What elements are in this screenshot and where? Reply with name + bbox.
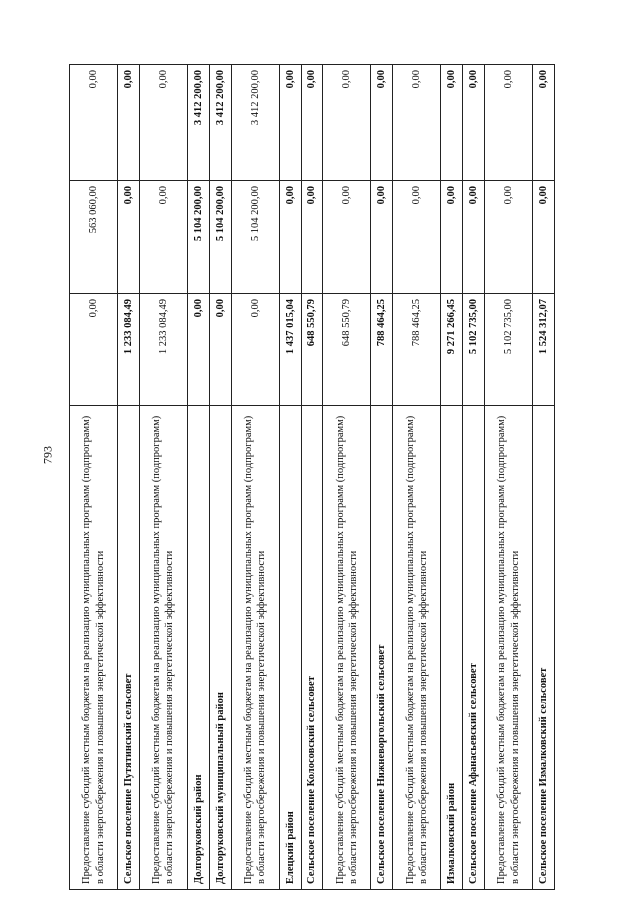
table-row bbox=[393, 65, 441, 890]
row-value-1: 648 550,79 bbox=[301, 294, 323, 406]
row-value-2: 0,00 bbox=[279, 181, 301, 294]
row-value-1: 1 233 084,49 bbox=[118, 294, 140, 406]
row-value-3: 3 412 200,00 bbox=[187, 65, 209, 181]
row-value-2: 0,00 bbox=[118, 181, 140, 294]
row-value-1: 648 550,79 bbox=[323, 294, 371, 406]
row-value-2: 0,00 bbox=[139, 181, 187, 294]
row-value-1: 5 102 735,00 bbox=[463, 294, 485, 406]
row-value-2: 0,00 bbox=[463, 181, 485, 294]
table-row bbox=[441, 65, 463, 890]
row-value-2: 0,00 bbox=[393, 181, 441, 294]
row-value-3: 0,00 bbox=[323, 65, 371, 181]
row-name-cell: Предоставление субсидий местным бюджетам на реализацию муниципальных программ (подпрограмм) в области энергосбережения и повышения энергетической эффективности bbox=[70, 406, 118, 890]
row-name-cell: Долгоруковский район bbox=[187, 406, 209, 890]
row-value-3: 0,00 bbox=[441, 65, 463, 181]
row-name-cell: Долгоруковский муниципальный район bbox=[209, 406, 231, 890]
row-value-3: 0,00 bbox=[301, 65, 323, 181]
row-name-cell: Измалковский район bbox=[441, 406, 463, 890]
page-number: 793 bbox=[40, 446, 55, 464]
budget-table bbox=[69, 64, 555, 890]
row-value-3: 3 412 200,00 bbox=[231, 65, 279, 181]
table-row bbox=[279, 65, 301, 890]
row-value-3: 0,00 bbox=[485, 65, 533, 181]
row-value-3: 3 412 200,00 bbox=[209, 65, 231, 181]
row-value-3: 0,00 bbox=[279, 65, 301, 181]
table-row bbox=[118, 65, 140, 890]
row-value-2: 0,00 bbox=[533, 181, 555, 294]
row-value-1: 1 524 312,07 bbox=[533, 294, 555, 406]
row-name-cell: Сельское поселение Путятинский сельсовет bbox=[118, 406, 140, 890]
row-value-1: 5 102 735,00 bbox=[485, 294, 533, 406]
row-name-cell: Предоставление субсидий местным бюджетам на реализацию муниципальных программ (подпрограмм) в области энергосбережения и повышения энергетической эффективности bbox=[393, 406, 441, 890]
table-row bbox=[70, 65, 118, 890]
row-value-2: 0,00 bbox=[441, 181, 463, 294]
row-name-cell: Сельское поселение Измалковский сельсовет bbox=[533, 406, 555, 890]
row-value-1: 0,00 bbox=[70, 294, 118, 406]
row-value-1: 0,00 bbox=[209, 294, 231, 406]
table-row bbox=[371, 65, 393, 890]
row-value-3: 0,00 bbox=[371, 65, 393, 181]
row-value-3: 0,00 bbox=[393, 65, 441, 181]
row-value-2: 5 104 200,00 bbox=[209, 181, 231, 294]
table-row bbox=[187, 65, 209, 890]
table-row bbox=[463, 65, 485, 890]
row-value-1: 1 233 084,49 bbox=[139, 294, 187, 406]
row-value-2: 0,00 bbox=[371, 181, 393, 294]
row-name-cell: Сельское поселение Афанасьевский сельсовет bbox=[463, 406, 485, 890]
row-value-3: 0,00 bbox=[70, 65, 118, 181]
rotated-table-container bbox=[69, 65, 555, 890]
row-value-2: 0,00 bbox=[323, 181, 371, 294]
row-value-2: 563 060,00 bbox=[70, 181, 118, 294]
table-row bbox=[485, 65, 533, 890]
row-value-2: 5 104 200,00 bbox=[187, 181, 209, 294]
row-name-cell: Сельское поселение Колосовский сельсовет bbox=[301, 406, 323, 890]
row-value-1: 0,00 bbox=[187, 294, 209, 406]
row-value-1: 9 271 266,45 bbox=[441, 294, 463, 406]
row-name-cell: Елецкий район bbox=[279, 406, 301, 890]
row-value-3: 0,00 bbox=[533, 65, 555, 181]
row-value-1: 1 437 015,04 bbox=[279, 294, 301, 406]
table-row bbox=[209, 65, 231, 890]
row-name-cell: Предоставление субсидий местным бюджетам на реализацию муниципальных программ (подпрограмм) в области энергосбережения и повышения энергетической эффективности bbox=[139, 406, 187, 890]
table-row bbox=[231, 65, 279, 890]
row-value-2: 0,00 bbox=[301, 181, 323, 294]
table-row bbox=[139, 65, 187, 890]
row-name-cell: Сельское поселение Нижневоргольский сельсовет bbox=[371, 406, 393, 890]
row-value-1: 0,00 bbox=[231, 294, 279, 406]
row-value-1: 788 464,25 bbox=[393, 294, 441, 406]
row-value-3: 0,00 bbox=[463, 65, 485, 181]
table-row bbox=[323, 65, 371, 890]
row-name-cell: Предоставление субсидий местным бюджетам на реализацию муниципальных программ (подпрограмм) в области энергосбережения и повышения энергетической эффективности bbox=[231, 406, 279, 890]
table-row bbox=[533, 65, 555, 890]
row-value-2: 5 104 200,00 bbox=[231, 181, 279, 294]
row-value-3: 0,00 bbox=[139, 65, 187, 181]
table-row bbox=[301, 65, 323, 890]
row-value-3: 0,00 bbox=[118, 65, 140, 181]
row-value-2: 0,00 bbox=[485, 181, 533, 294]
budget-table-body bbox=[70, 65, 555, 890]
row-name-cell: Предоставление субсидий местным бюджетам на реализацию муниципальных программ (подпрограмм) в области энергосбережения и повышения энергетической эффективности bbox=[485, 406, 533, 890]
rotated-table-inner bbox=[69, 65, 555, 890]
row-name-cell: Предоставление субсидий местным бюджетам на реализацию муниципальных программ (подпрограмм) в области энергосбережения и повышения энергетической эффективности bbox=[323, 406, 371, 890]
row-value-1: 788 464,25 bbox=[371, 294, 393, 406]
